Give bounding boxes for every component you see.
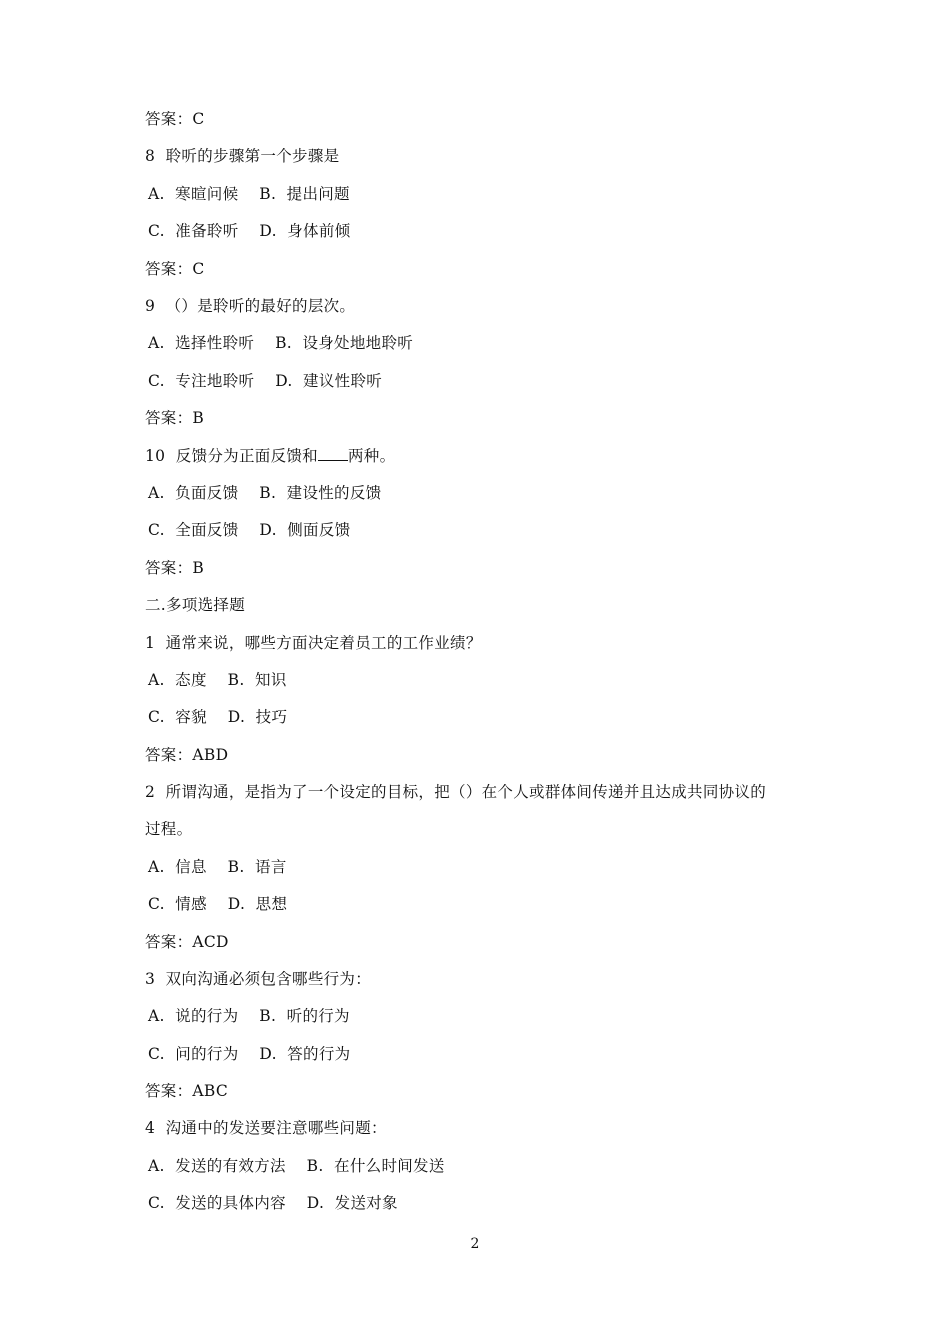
options-line: C. 容貌 D. 技巧 (148, 708, 288, 726)
multi-question-4: 4 沟通中的发送要注意哪些问题： (145, 1119, 387, 1137)
question-10 (145, 446, 395, 466)
options-line: C. 情感 D. 思想 (148, 895, 288, 913)
question-10-tail: 两种。 (347, 447, 396, 465)
options-line: A. 说的行为 B. 听的行为 (148, 1007, 350, 1025)
answer-line: 答案：ABD (145, 746, 229, 764)
options-line: A. 信息 B. 语言 (148, 858, 287, 876)
options-line: C. 全面反馈 D. 侧面反馈 (148, 521, 351, 539)
answer-line: 答案：C (145, 110, 205, 128)
options-line: A. 寒暄问候 B. 提出问题 (148, 185, 350, 203)
question-8: 8 聆听的步骤第一个步骤是 (145, 147, 340, 165)
fill-blank (318, 446, 348, 461)
options-line: A. 负面反馈 B. 建设性的反馈 (148, 484, 382, 502)
options-line: C. 问的行为 D. 答的行为 (148, 1045, 351, 1063)
options-line: A. 态度 B. 知识 (148, 671, 287, 689)
answer-line: 答案：ACD (145, 933, 229, 951)
multi-question-2: 2 所谓沟通，是指为了一个设定的目标，把（）在个人或群体间传递并且达成共同协议的 (145, 783, 767, 801)
answer-line: 答案：B (145, 559, 205, 577)
answer-line: 答案：C (145, 260, 205, 278)
page-number: 2 (470, 1236, 480, 1252)
question-10-stem: 10 反馈分为正面反馈和 (145, 447, 318, 465)
options-line: C. 专注地聆听 D. 建议性聆听 (148, 372, 383, 390)
options-line: A. 选择性聆听 B. 设身处地地聆听 (148, 334, 414, 352)
multi-question-2-cont: 过程。 (145, 820, 193, 838)
section-heading: 二.多项选择题 (145, 596, 246, 614)
answer-line: 答案：ABC (145, 1082, 229, 1100)
options-line: A. 发送的有效方法 B. 在什么时间发送 (148, 1157, 445, 1175)
options-line: C. 发送的具体内容 D. 发送对象 (148, 1194, 398, 1212)
question-9: 9 （）是聆听的最好的层次。 (145, 297, 356, 315)
multi-question-3: 3 双向沟通必须包含哪些行为： (145, 970, 372, 988)
answer-line: 答案：B (145, 409, 205, 427)
multi-question-1: 1 通常来说，哪些方面决定着员工的工作业绩？ (145, 634, 482, 652)
options-line: C. 准备聆听 D. 身体前倾 (148, 222, 351, 240)
